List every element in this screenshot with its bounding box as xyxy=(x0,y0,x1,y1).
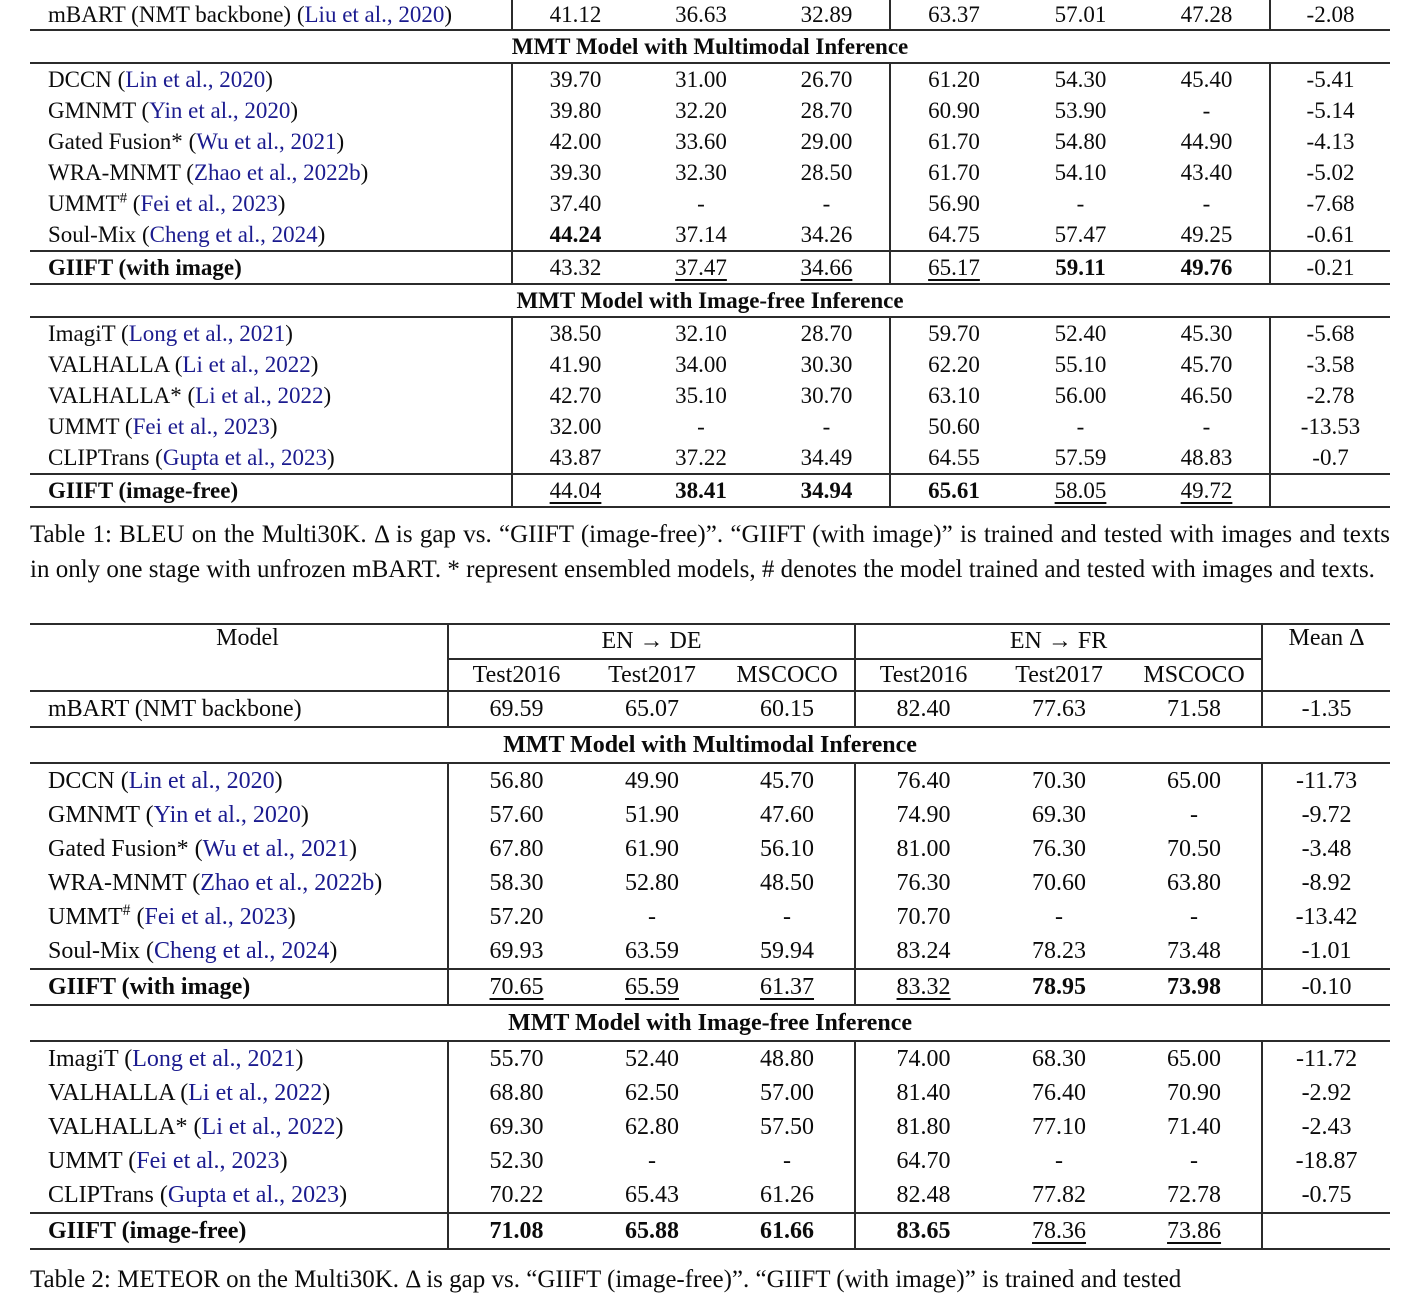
value-cell: 65.00 xyxy=(1167,1045,1222,1072)
citation-link[interactable]: Li et al., 2022 xyxy=(195,382,324,408)
value-cell: -4.13 xyxy=(1270,126,1390,157)
model-cell: ImagiT (Long et al., 2021) xyxy=(48,1045,304,1072)
value-cell: 45.30 xyxy=(1180,320,1233,346)
model-name: Gated Fusion* xyxy=(48,835,189,862)
model-name: GIIFT (with image) xyxy=(48,254,242,280)
value-cell: 45.40 xyxy=(1180,66,1233,92)
value-cell: 61.70 xyxy=(890,157,1017,188)
value-cell: 39.30 xyxy=(512,157,638,188)
value-cell: -18.87 xyxy=(1262,1144,1390,1178)
value-cell: 76.40 xyxy=(855,763,991,798)
value-cell: 30.70 xyxy=(800,382,853,408)
model-name: GIIFT (image-free) xyxy=(48,1217,247,1244)
value-cell: 60.15 xyxy=(720,691,855,727)
section-header: MMT Model with Image-free Inference xyxy=(30,1005,1390,1041)
value-cell: -5.68 xyxy=(1270,317,1390,349)
model-cell: UMMT# (Fei et al., 2023) xyxy=(48,901,296,930)
model-name: ImagiT xyxy=(48,320,116,346)
citation-link[interactable]: Cheng et al., 2024 xyxy=(149,221,318,247)
value-cell: 70.50 xyxy=(1167,835,1222,862)
table2-caption: Table 2: METEOR on the Multi30K. Δ is gap vs. “GIIFT (image-free)”. “GIIFT (with image)” is trained and tested xyxy=(30,1266,1182,1293)
value-cell: 68.30 xyxy=(1032,1045,1087,1072)
value-cell: -2.08 xyxy=(1270,0,1390,30)
value-cell: 78.23 xyxy=(1032,937,1087,964)
value-cell: - xyxy=(822,190,831,216)
value-cell: 78.95 xyxy=(991,969,1127,1005)
value-cell: 64.75 xyxy=(890,219,1017,251)
value-cell: 70.70 xyxy=(855,900,991,934)
model-cell: UMMT (Fei et al., 2023) xyxy=(48,413,278,439)
value-cell: 52.40 xyxy=(625,1045,679,1072)
value-cell: 32.30 xyxy=(675,159,727,185)
model-cell xyxy=(30,251,512,284)
model-cell: WRA-MNMT (Zhao et al., 2022b) xyxy=(48,869,383,896)
citation-link[interactable]: Lin et al., 2020 xyxy=(128,767,275,794)
value-cell: 71.08 xyxy=(448,1213,584,1249)
model-name: UMMT xyxy=(48,190,120,216)
model-cell: CLIPTrans (Gupta et al., 2023) xyxy=(48,444,335,470)
value-cell: 70.65 xyxy=(448,969,584,1005)
model-cell: Gated Fusion* (Wu et al., 2021) xyxy=(48,835,358,862)
model-name: ImagiT xyxy=(48,1045,119,1072)
value-cell: 31.00 xyxy=(675,66,727,92)
value-cell: 81.00 xyxy=(855,832,991,866)
value-cell: 39.80 xyxy=(512,95,638,126)
value-cell: 73.48 xyxy=(1167,937,1222,964)
model-cell: UMMT (Fei et al., 2023) xyxy=(48,1147,288,1174)
value-cell: 57.20 xyxy=(448,900,584,934)
value-cell: 55.10 xyxy=(1054,351,1107,377)
value-cell: 54.30 xyxy=(1054,66,1107,92)
value-cell: 62.20 xyxy=(890,349,1017,380)
value-cell: 47.28 xyxy=(1144,0,1270,30)
value-cell: 65.17 xyxy=(890,251,1017,284)
value-cell: 47.60 xyxy=(760,801,815,828)
value-cell: -13.42 xyxy=(1262,900,1390,934)
value-cell: 34.00 xyxy=(675,351,727,377)
column-header-mean-delta: Mean Δ xyxy=(1262,624,1390,691)
citation-link[interactable]: Zhao et al., 2022b xyxy=(193,159,361,185)
value-cell: -3.58 xyxy=(1270,349,1390,380)
model-cell xyxy=(30,691,448,727)
value-cell: 43.87 xyxy=(512,442,638,474)
value-cell: 53.90 xyxy=(1054,97,1107,123)
value-cell: 83.65 xyxy=(855,1213,991,1249)
value-cell: 57.59 xyxy=(1054,444,1107,470)
value-cell: 44.24 xyxy=(512,219,638,251)
value-cell: 34.49 xyxy=(800,444,853,470)
model-name: UMMT xyxy=(48,413,120,439)
value-cell: 32.89 xyxy=(764,0,890,30)
value-cell: - xyxy=(1076,413,1085,439)
value-cell: 63.59 xyxy=(625,937,679,964)
value-cell: -11.73 xyxy=(1262,763,1390,798)
value-cell: -13.53 xyxy=(1270,411,1390,442)
model-superscript-marker: # xyxy=(122,901,131,919)
section-header: MMT Model with Multimodal Inference xyxy=(30,727,1390,763)
value-cell: 65.61 xyxy=(890,474,1017,507)
value-cell: 67.80 xyxy=(448,832,584,866)
value-cell: 39.70 xyxy=(512,63,638,95)
citation-link[interactable]: Long et al., 2021 xyxy=(128,320,286,346)
model-name: Soul-Mix xyxy=(48,221,137,247)
value-cell: 71.40 xyxy=(1167,1113,1222,1140)
value-cell: -2.78 xyxy=(1270,380,1390,411)
value-cell: - xyxy=(1202,190,1211,216)
model-name: Soul-Mix xyxy=(48,937,141,964)
subheader-test2016-de: Test2016 xyxy=(448,659,584,691)
value-cell: 37.47 xyxy=(638,251,764,284)
model-cell: ImagiT (Long et al., 2021) xyxy=(48,320,293,346)
value-cell: - xyxy=(783,903,792,930)
value-cell: 65.43 xyxy=(625,1181,679,1208)
value-cell: 61.37 xyxy=(720,969,855,1005)
citation-link[interactable]: Zhao et al., 2022b xyxy=(200,869,375,896)
table2-meteor-multi30k xyxy=(30,623,1390,1250)
value-cell: 78.36 xyxy=(991,1213,1127,1249)
value-cell: -0.21 xyxy=(1270,251,1390,284)
value-cell: 73.86 xyxy=(1127,1213,1262,1249)
value-cell: 81.40 xyxy=(855,1076,991,1110)
value-cell: 49.25 xyxy=(1180,221,1233,247)
value-cell: 77.63 xyxy=(991,691,1127,727)
value-cell: 57.47 xyxy=(1054,221,1107,247)
citation-link[interactable]: Li et al., 2022 xyxy=(182,351,311,377)
model-cell: DCCN (Lin et al., 2020) xyxy=(48,767,283,794)
value-cell: 59.11 xyxy=(1017,251,1144,284)
value-cell: 52.40 xyxy=(1054,320,1107,346)
value-cell: -1.01 xyxy=(1262,934,1390,969)
model-cell xyxy=(30,969,448,1005)
value-cell: -5.14 xyxy=(1270,95,1390,126)
value-cell: -9.72 xyxy=(1262,798,1390,832)
value-cell: 61.66 xyxy=(720,1213,855,1249)
value-cell: 72.78 xyxy=(1167,1181,1222,1208)
value-cell: 52.80 xyxy=(625,869,679,896)
model-cell: Gated Fusion* (Wu et al., 2021) xyxy=(48,128,345,154)
value-cell: 37.14 xyxy=(675,221,727,247)
value-cell: 57.60 xyxy=(448,798,584,832)
model-name: GMNMT xyxy=(48,801,140,828)
value-cell: 51.90 xyxy=(625,801,679,828)
value-cell: 65.00 xyxy=(1167,767,1222,794)
value-cell: -11.72 xyxy=(1262,1041,1390,1076)
value-cell: 58.05 xyxy=(1017,474,1144,507)
value-cell: 37.40 xyxy=(512,188,638,219)
model-cell: UMMT# (Fei et al., 2023) xyxy=(48,189,286,216)
citation-link[interactable]: Yin et al., 2020 xyxy=(149,97,291,123)
value-cell: 33.60 xyxy=(675,128,727,154)
section-header: MMT Model with Multimodal Inference xyxy=(30,30,1390,63)
value-cell: 69.93 xyxy=(448,934,584,969)
value-cell: - xyxy=(1190,1147,1199,1174)
value-cell: 32.20 xyxy=(675,97,727,123)
value-cell: 61.26 xyxy=(760,1181,815,1208)
value-cell: 65.59 xyxy=(584,969,720,1005)
model-cell: GMNMT (Yin et al., 2020) xyxy=(48,801,309,828)
value-cell: 82.48 xyxy=(855,1178,991,1213)
model-name: DCCN xyxy=(48,66,112,92)
value-cell: - xyxy=(783,1147,792,1174)
value-cell: 69.30 xyxy=(448,1110,584,1144)
value-cell: 64.70 xyxy=(855,1144,991,1178)
value-cell: -2.43 xyxy=(1262,1110,1390,1144)
value-cell: 45.70 xyxy=(760,767,815,794)
model-cell: mBART (NMT backbone) (Liu et al., 2020) xyxy=(30,0,512,30)
value-cell: 65.07 xyxy=(584,691,720,727)
table1-bleu-multi30k xyxy=(30,0,1390,508)
value-cell: 55.70 xyxy=(448,1041,584,1076)
value-cell: 57.01 xyxy=(1017,0,1144,30)
model-name: VALHALLA xyxy=(48,1079,175,1106)
model-name: GMNMT xyxy=(48,97,136,123)
citation-link[interactable]: Long et al., 2021 xyxy=(132,1045,296,1072)
value-cell: 70.60 xyxy=(1032,869,1087,896)
subheader-mscoco-fr: MSCOCO xyxy=(1127,659,1262,691)
value-cell: -0.7 xyxy=(1270,442,1390,474)
value-cell: -5.41 xyxy=(1270,63,1390,95)
value-cell: 43.32 xyxy=(512,251,638,284)
model-name: VALHALLA* xyxy=(48,1113,188,1140)
value-cell: 56.00 xyxy=(1054,382,1107,408)
value-cell: 76.30 xyxy=(855,866,991,900)
model-name: CLIPTrans xyxy=(48,1181,154,1208)
value-cell: 56.90 xyxy=(890,188,1017,219)
value-cell: 30.30 xyxy=(800,351,853,377)
citation-link[interactable]: Fei et al., 2023 xyxy=(140,190,278,216)
column-group-en-fr: EN → FR xyxy=(855,624,1262,659)
value-cell: 29.00 xyxy=(800,128,853,154)
value-cell: 70.30 xyxy=(1032,767,1087,794)
value-cell: -3.48 xyxy=(1262,832,1390,866)
citation-link[interactable]: Gupta et al., 2023 xyxy=(167,1181,340,1208)
column-header-model: Model xyxy=(30,624,448,691)
value-cell: 77.82 xyxy=(1032,1181,1087,1208)
model-name: GIIFT (image-free) xyxy=(48,477,239,503)
model-name: mBART (NMT backbone) xyxy=(48,695,302,722)
model-cell: Soul-Mix (Cheng et al., 2024) xyxy=(48,937,338,964)
value-cell: 50.60 xyxy=(890,411,1017,442)
value-cell: 41.90 xyxy=(512,349,638,380)
value-cell: 37.22 xyxy=(675,444,727,470)
model-cell: GMNMT (Yin et al., 2020) xyxy=(48,97,299,123)
model-name: WRA-MNMT xyxy=(48,159,181,185)
value-cell: -0.75 xyxy=(1262,1178,1390,1213)
model-name: DCCN xyxy=(48,767,115,794)
value-cell: 28.50 xyxy=(800,159,853,185)
value-cell: 76.40 xyxy=(1032,1079,1087,1106)
citation-link[interactable]: Cheng et al., 2024 xyxy=(154,937,330,964)
value-cell: - xyxy=(1055,1147,1064,1174)
value-cell: 36.63 xyxy=(638,0,764,30)
value-cell: -8.92 xyxy=(1262,866,1390,900)
value-cell: 65.88 xyxy=(584,1213,720,1249)
citation-link[interactable]: Gupta et al., 2023 xyxy=(162,444,327,470)
model-cell: VALHALLA (Li et al., 2022) xyxy=(48,351,319,377)
value-cell: 45.70 xyxy=(1180,351,1233,377)
value-cell: - xyxy=(1190,801,1199,828)
value-cell: 34.94 xyxy=(764,474,890,507)
model-superscript-marker: # xyxy=(119,189,128,206)
value-cell: 38.50 xyxy=(512,317,638,349)
value-cell: 69.59 xyxy=(448,691,584,727)
model-cell: Soul-Mix (Cheng et al., 2024) xyxy=(48,221,326,247)
value-cell: 52.30 xyxy=(448,1144,584,1178)
value-cell: 42.70 xyxy=(512,380,638,411)
value-cell: 63.10 xyxy=(890,380,1017,411)
value-cell: 54.80 xyxy=(1054,128,1107,154)
model-cell: DCCN (Lin et al., 2020) xyxy=(48,66,273,92)
citation-link[interactable]: Yin et al., 2020 xyxy=(153,801,301,828)
model-cell: VALHALLA (Li et al., 2022) xyxy=(48,1079,331,1106)
value-cell: - xyxy=(648,903,656,930)
value-cell: 54.10 xyxy=(1054,159,1107,185)
value-cell: 46.50 xyxy=(1180,382,1233,408)
table1-caption: Table 1: BLEU on the Multi30K. Δ is gap vs. “GIIFT (image-free)”. “GIIFT (with image)” is trained and tested with images and texts in only one stage with unfrozen mBART. * represent ensembled models, # denotes the model trained and tested with images and texts. xyxy=(30,521,1390,583)
model-name: mBART (NMT backbone) xyxy=(48,1,292,27)
value-cell: 60.90 xyxy=(890,95,1017,126)
value-cell: 44.04 xyxy=(512,474,638,507)
model-cell: VALHALLA* (Li et al., 2022) xyxy=(48,1113,344,1140)
value-cell: 70.22 xyxy=(448,1178,584,1213)
value-cell: 63.80 xyxy=(1167,869,1222,896)
value-cell: 76.30 xyxy=(1032,835,1087,862)
value-cell: 74.90 xyxy=(855,798,991,832)
value-cell: 63.37 xyxy=(890,0,1017,30)
value-cell: - xyxy=(1202,413,1211,439)
subheader-test2017-fr: Test2017 xyxy=(991,659,1127,691)
model-cell: VALHALLA* (Li et al., 2022) xyxy=(48,382,332,408)
value-cell: 32.00 xyxy=(512,411,638,442)
model-cell xyxy=(30,474,512,507)
model-name: UMMT xyxy=(48,1147,123,1174)
value-cell: - xyxy=(1202,97,1211,123)
value-cell: 34.26 xyxy=(800,221,853,247)
column-group-en-de: EN → DE xyxy=(448,624,855,659)
value-cell: - xyxy=(697,413,705,439)
model-name: Gated Fusion* xyxy=(48,128,183,154)
value-cell: 59.70 xyxy=(890,317,1017,349)
value-cell: 74.00 xyxy=(855,1041,991,1076)
citation-link[interactable]: Wu et al., 2021 xyxy=(196,128,337,154)
value-cell: 81.80 xyxy=(855,1110,991,1144)
value-cell: 62.80 xyxy=(625,1113,679,1140)
value-cell: -0.10 xyxy=(1262,969,1390,1005)
value-cell: 48.50 xyxy=(760,869,815,896)
value-cell: 57.50 xyxy=(760,1113,815,1140)
model-name: WRA-MNMT xyxy=(48,869,187,896)
value-cell: 43.40 xyxy=(1180,159,1233,185)
model-name: CLIPTrans xyxy=(48,444,150,470)
value-cell: 38.41 xyxy=(638,474,764,507)
value-cell: 62.50 xyxy=(625,1079,679,1106)
value-cell xyxy=(1262,1213,1390,1249)
value-cell: 71.58 xyxy=(1127,691,1262,727)
value-cell: 61.20 xyxy=(890,63,1017,95)
value-cell: 68.80 xyxy=(448,1076,584,1110)
value-cell: 56.80 xyxy=(448,763,584,798)
value-cell: 77.10 xyxy=(1032,1113,1087,1140)
value-cell: 49.72 xyxy=(1144,474,1270,507)
value-cell: - xyxy=(1076,190,1085,216)
model-cell xyxy=(30,1213,448,1249)
value-cell: 32.10 xyxy=(675,320,727,346)
value-cell: 64.55 xyxy=(890,442,1017,474)
value-cell: 48.83 xyxy=(1180,444,1233,470)
value-cell: 83.32 xyxy=(855,969,991,1005)
value-cell: 49.90 xyxy=(625,767,679,794)
value-cell: 44.90 xyxy=(1180,128,1233,154)
value-cell: 35.10 xyxy=(675,382,727,408)
citation-link[interactable]: Wu et al., 2021 xyxy=(202,835,350,862)
citation-link[interactable]: Lin et al., 2020 xyxy=(125,66,266,92)
model-name: UMMT xyxy=(48,903,123,930)
value-cell: 34.66 xyxy=(764,251,890,284)
value-cell: 70.90 xyxy=(1167,1079,1222,1106)
value-cell: 83.24 xyxy=(855,934,991,969)
citation-link[interactable]: Li et al., 2022 xyxy=(201,1113,336,1140)
value-cell: - xyxy=(822,413,831,439)
value-cell: -7.68 xyxy=(1270,188,1390,219)
value-cell: 42.00 xyxy=(512,126,638,157)
value-cell: - xyxy=(648,1147,656,1174)
value-cell: 56.10 xyxy=(760,835,815,862)
value-cell: 69.30 xyxy=(1032,801,1087,828)
subheader-test2017-de: Test2017 xyxy=(584,659,720,691)
value-cell xyxy=(1270,474,1390,507)
value-cell: - xyxy=(697,190,705,216)
value-cell: 61.90 xyxy=(625,835,679,862)
value-cell: -2.92 xyxy=(1262,1076,1390,1110)
value-cell: - xyxy=(1055,903,1064,930)
value-cell: -5.02 xyxy=(1270,157,1390,188)
model-name: VALHALLA* xyxy=(48,382,182,408)
model-name: VALHALLA xyxy=(48,351,169,377)
subheader-mscoco-de: MSCOCO xyxy=(720,659,855,691)
section-header: MMT Model with Image-free Inference xyxy=(30,284,1390,317)
value-cell: 41.12 xyxy=(512,0,638,30)
value-cell: -0.61 xyxy=(1270,219,1390,251)
value-cell: 28.70 xyxy=(800,320,853,346)
value-cell: 61.70 xyxy=(890,126,1017,157)
model-cell: WRA-MNMT (Zhao et al., 2022b) xyxy=(48,159,369,185)
value-cell: -1.35 xyxy=(1262,691,1390,727)
citation-link[interactable]: Liu et al., 2020 xyxy=(304,1,445,27)
value-cell: - xyxy=(1190,903,1199,930)
citation-link[interactable]: Li et al., 2022 xyxy=(188,1079,323,1106)
model-name: GIIFT (with image) xyxy=(48,973,251,1000)
value-cell: 28.70 xyxy=(800,97,853,123)
subheader-test2016-fr: Test2016 xyxy=(855,659,991,691)
model-cell: CLIPTrans (Gupta et al., 2023) xyxy=(48,1181,348,1208)
citation-link[interactable]: Fei et al., 2023 xyxy=(136,1147,280,1174)
citation-link[interactable]: Fei et al., 2023 xyxy=(132,413,270,439)
value-cell: 49.76 xyxy=(1144,251,1270,284)
value-cell: 73.98 xyxy=(1127,969,1262,1005)
value-cell: 57.00 xyxy=(760,1079,815,1106)
citation-link[interactable]: Fei et al., 2023 xyxy=(144,903,288,930)
value-cell: 58.30 xyxy=(448,866,584,900)
value-cell: 82.40 xyxy=(855,691,991,727)
value-cell: 59.94 xyxy=(760,937,815,964)
value-cell: 48.80 xyxy=(760,1045,815,1072)
value-cell: 26.70 xyxy=(800,66,853,92)
